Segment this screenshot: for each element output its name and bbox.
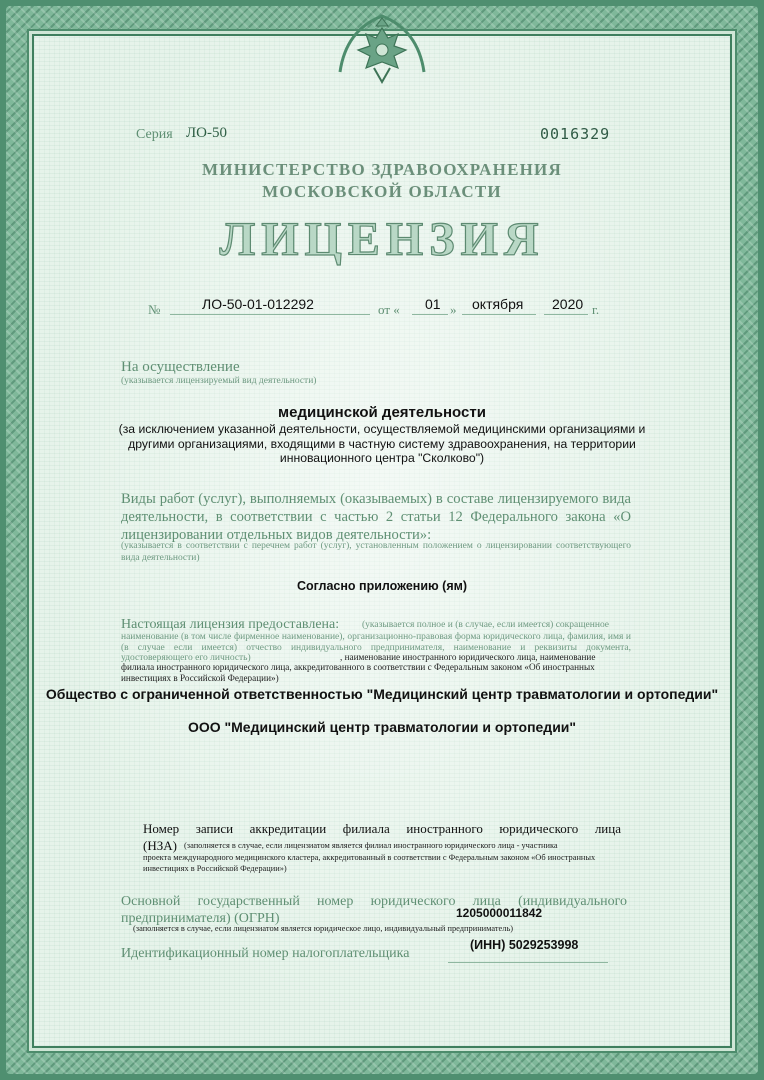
ogrn-label: Основной государственный номер юридического лица (индивидуального — [121, 894, 627, 909]
ogrn-hint: (заполняется в случае, если лицензиатом является юридическое лицо, индивидуальный предприниматель) — [133, 924, 514, 933]
license-year: 2020 — [552, 296, 584, 312]
granted-label: Настоящая лицензия предоставлена: — [121, 617, 340, 632]
blank-number: 0016329 — [540, 125, 611, 143]
license-number: ЛО-50-01-012292 — [202, 296, 314, 312]
granted-hint-foreign: , наименование иностранного юридического лица, наименование — [340, 652, 596, 662]
license-day: 01 — [425, 296, 441, 312]
number-sign: № — [148, 302, 161, 317]
works-description: Виды работ (услуг), выполняемых (оказываемых) в составе лицензируемого вида деятельности, в соответствии с частью 2 статьи 12 Федерального закона «О лицензировании отдельных видов деятельности»: — [121, 491, 631, 543]
inn-underline — [448, 962, 608, 963]
granted-hint-details: наименование (в том числе фирменное наименование), организационно-правовая форма юридического лица, фамилия, имя и (в случае если имеется) отчество индивидуального предпринимателя, наименование и реквизиты документа, удостоверяющего его личность) — [121, 632, 631, 663]
from-label: от « — [378, 302, 400, 317]
nza-label: Номер записи аккредитации филиала иностранного юридического лица — [143, 821, 621, 836]
granted-hint-branch: филиала иностранного юридического лица, аккредитованного в соответствии с Федеральным законом «Об иностранных инвестициях в Российской Федерации») — [121, 662, 595, 683]
inn-label: Идентификационный номер налогоплательщика — [121, 946, 410, 961]
series-value: ЛО-50 — [186, 125, 228, 141]
license-number-underline — [170, 314, 370, 315]
quote-close: » — [450, 302, 457, 317]
russian-coat-of-arms-icon — [336, 10, 428, 94]
organization-full-name: Общество с ограниченной ответственностью "Медицинский центр травматологии и ортопедии" — [45, 686, 719, 702]
inn-value: (ИНН) 5029253998 — [470, 938, 579, 952]
year-suffix: г. — [592, 302, 600, 317]
ministry-line1: МИНИСТЕРСТВО ЗДРАВООХРАНЕНИЯ — [202, 160, 562, 179]
activity-label: На осуществление — [121, 359, 240, 375]
granted-hint: (указывается полное и (в случае, если имеется) сокращенное — [362, 620, 610, 630]
per-appendix: Согласно приложению (ям) — [296, 579, 468, 593]
license-month: октября — [472, 296, 524, 312]
activity-note: (за исключением указанной деятельности, осуществляемой медицинскими организациями и другими организациями, входящими в частную систему здравоохранения, на территории инновационного центра "Сколково") — [118, 422, 646, 465]
day-underline — [412, 314, 448, 315]
nza-abbr: (НЗА) — [143, 838, 177, 853]
year-underline — [544, 314, 588, 315]
month-underline — [462, 314, 536, 315]
nza-hint: (заполняется в случае, если лицензиатом является филиал иностранного юридического лица - участника — [184, 841, 558, 850]
ministry-line2: МОСКОВСКОЙ ОБЛАСТИ — [262, 182, 502, 201]
organization-short-name: ООО "Медицинский центр травматологии и ортопедии" — [187, 719, 577, 735]
works-hint: (указывается в соответствии с перечнем работ (услуг), установленным положением о лицензировании соответствующего вида деятельности) — [121, 541, 631, 563]
series-label: Серия — [136, 127, 173, 142]
ogrn-label-continued: предпринимателя) (ОГРН) — [121, 911, 280, 926]
nza-hint-continued: проекта международного медицинского кластера, аккредитованный в соответствии с Федеральным законом «Об иностранных инвестициях в Российской Федерации») — [143, 853, 596, 873]
activity-hint: (указывается лицензируемый вид деятельности) — [121, 376, 317, 386]
licensed-activity: медицинской деятельности — [278, 404, 486, 421]
ogrn-value: 1205000011842 — [456, 906, 543, 920]
document-title: ЛИЦЕНЗИЯ — [219, 213, 545, 266]
